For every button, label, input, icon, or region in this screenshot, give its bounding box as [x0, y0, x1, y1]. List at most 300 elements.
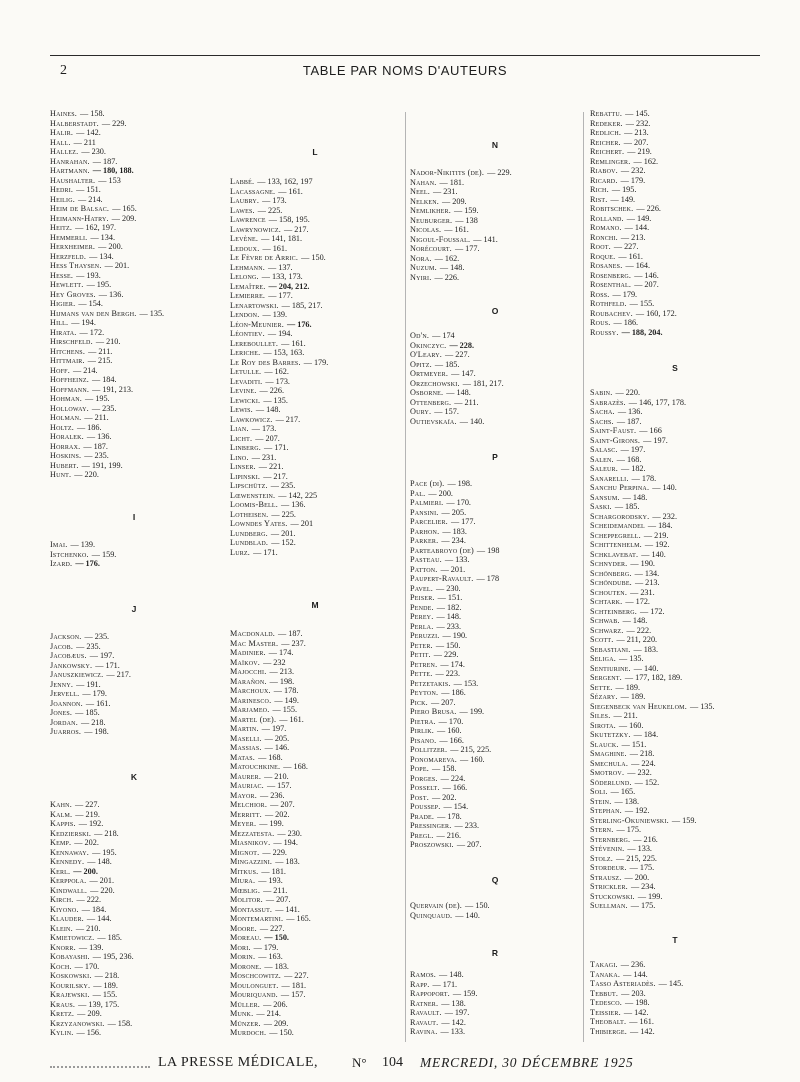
- index-entry: [590, 711, 638, 721]
- index-entry: [50, 1009, 102, 1019]
- author-name: Rebattu.: [590, 109, 623, 119]
- index-entry: [410, 206, 479, 216]
- author-name: Holtz.: [50, 422, 74, 432]
- page-references: — 165.: [286, 914, 311, 924]
- page-references: — 161.: [618, 251, 643, 261]
- page-references: — 175.: [629, 863, 655, 873]
- page-references: — 189.: [93, 980, 118, 990]
- page-references: — 230.: [436, 583, 461, 593]
- page-references: — 222.: [626, 625, 652, 635]
- author-name: Madinier.: [230, 648, 266, 658]
- author-name: Pavel.: [410, 583, 434, 593]
- author-name: Pasteau.: [410, 555, 442, 565]
- index-entry: [50, 867, 98, 877]
- author-name: Lipinski.: [230, 471, 261, 481]
- author-name: Hitchens.: [50, 346, 86, 356]
- author-name: Pietra.: [410, 716, 436, 726]
- author-name: Letulle.: [230, 367, 262, 377]
- author-name: Levine.: [230, 386, 257, 396]
- index-entry: [590, 261, 650, 271]
- index-entry: [590, 989, 646, 999]
- index-entry: [50, 233, 115, 243]
- page-references: — 147.: [451, 369, 476, 379]
- index-entry: [590, 588, 655, 598]
- page-references: — 232.: [620, 166, 646, 176]
- page-references: — 161.: [281, 338, 306, 348]
- page-references: — 148.: [439, 970, 464, 980]
- page-references: — 217.: [275, 414, 301, 424]
- author-name: Heim de Balsac.: [50, 204, 110, 214]
- author-name: O'Leary.: [410, 350, 443, 360]
- author-name: Pick.: [410, 697, 428, 707]
- page-references: — 198.: [84, 727, 109, 737]
- page-references: — 199.: [259, 819, 284, 829]
- author-name: Tedesco.: [590, 998, 622, 1008]
- footer-ornament: [50, 1066, 150, 1068]
- author-name: Salen.: [590, 454, 614, 464]
- index-entry: [410, 726, 462, 736]
- index-entry: [590, 204, 661, 214]
- page-references: — 218.: [80, 717, 106, 727]
- author-name: Strickler.: [590, 882, 628, 892]
- page-references: — 140.: [641, 549, 666, 559]
- index-entry: [50, 271, 101, 281]
- page-references: — 181.: [261, 866, 286, 876]
- index-entry: [50, 1019, 132, 1029]
- page-references: — 213.: [634, 578, 660, 588]
- index-entry: [50, 442, 108, 452]
- author-name: Pope.: [410, 764, 429, 774]
- author-name: Higier.: [50, 299, 76, 309]
- author-name: Rich.: [590, 185, 609, 195]
- page-references: — 172.: [625, 597, 650, 607]
- index-entry: [410, 187, 458, 197]
- author-name: Pollitzer.: [410, 745, 448, 755]
- page-references: — 197.: [444, 1008, 470, 1018]
- index-entry: [230, 914, 311, 924]
- author-name: Ravault.: [410, 1008, 442, 1018]
- page-references: — 197.: [620, 445, 646, 455]
- index-entry: [410, 197, 467, 207]
- index-entry: [50, 252, 114, 262]
- index-entry: [230, 234, 302, 244]
- index-entry: [230, 715, 304, 725]
- author-name: Hoffheinz.: [50, 375, 89, 385]
- author-name: Salasc.: [590, 445, 618, 455]
- author-name: Le Roy des Barres.: [230, 357, 301, 367]
- index-entry: [410, 669, 460, 679]
- index-entry: [50, 461, 123, 471]
- index-entry: [590, 318, 638, 328]
- author-name: Januszkiewicz.: [50, 670, 104, 680]
- author-name: Montassut.: [230, 904, 273, 914]
- index-entry: [50, 119, 126, 129]
- author-name: Mœblig.: [230, 885, 261, 895]
- author-name: Mauriac.: [230, 781, 264, 791]
- author-name: Opitz.: [410, 359, 432, 369]
- index-entry: [410, 989, 477, 999]
- author-name: Lemierre.: [230, 291, 266, 301]
- index-entry: [590, 157, 658, 167]
- author-name: Schnyder.: [590, 559, 628, 569]
- page-references: — 183.: [264, 961, 289, 971]
- page-references: — 198.: [269, 676, 295, 686]
- page-references: — 179.: [253, 942, 279, 952]
- index-entry: [410, 660, 465, 670]
- page-references: — 178.: [273, 686, 299, 696]
- index-entry: [50, 366, 98, 376]
- author-name: Moulonguet.: [230, 980, 279, 990]
- author-name: Lawes.: [230, 205, 255, 215]
- page-references: — 153.: [453, 678, 479, 688]
- author-name: Rosenthal.: [590, 280, 632, 290]
- author-name: Saleur.: [590, 464, 618, 474]
- page-references: — 205.: [441, 507, 467, 517]
- author-name: Riabov.: [590, 166, 618, 176]
- page-references: — 157.: [280, 990, 306, 1000]
- author-name: Rappoport.: [410, 989, 450, 999]
- page-references: — 135.: [139, 308, 165, 318]
- author-name: Patton.: [410, 564, 438, 574]
- index-entry: [230, 724, 286, 734]
- index-entry: [50, 933, 122, 943]
- page-references: — 222.: [76, 895, 102, 905]
- author-name: Moreau.: [230, 933, 262, 943]
- page-references: — 183.: [633, 644, 659, 654]
- author-name: Petren.: [410, 659, 438, 669]
- author-name: Reichert.: [590, 147, 625, 157]
- page-references: — 220.: [615, 388, 641, 398]
- author-name: Laubry.: [230, 196, 260, 206]
- author-name: Proszowski.: [410, 840, 454, 850]
- index-entry: [230, 648, 293, 658]
- author-name: Hall.: [50, 137, 71, 147]
- author-name: Okinczyc.: [410, 340, 447, 350]
- author-name: Léon-Meunier.: [230, 319, 284, 329]
- page-references: — 201.: [440, 564, 466, 574]
- index-entry: [50, 423, 102, 433]
- index-entry: [50, 810, 100, 820]
- page-references: — 231.: [432, 187, 458, 197]
- page-references: — 160.: [460, 754, 485, 764]
- author-name: Schwab.: [590, 616, 620, 626]
- author-name: Maurer.: [230, 771, 262, 781]
- index-entry: [410, 745, 491, 755]
- author-name: Saint-Faust.: [590, 426, 637, 436]
- author-name: Ortmeyer.: [410, 369, 449, 379]
- index-entry: [230, 981, 306, 991]
- page-references: — 201.: [270, 528, 296, 538]
- index-entry: [230, 838, 298, 848]
- author-name: Pressinger.: [410, 821, 452, 831]
- author-name: Sacha.: [590, 407, 615, 417]
- page-references: — 160, 172.: [635, 308, 677, 318]
- author-name: Ledoux.: [230, 243, 260, 253]
- index-entry: [590, 835, 658, 845]
- page-references: — 184.: [81, 904, 107, 914]
- index-entry: [590, 635, 657, 645]
- author-name: Mitkus.: [230, 866, 259, 876]
- page-references: — 151.: [621, 739, 647, 749]
- page-references: — 141, 181.: [261, 234, 303, 244]
- author-name: Rolland.: [590, 213, 624, 223]
- author-name: Sternberg.: [590, 834, 631, 844]
- page-references: — 140.: [633, 663, 659, 673]
- author-name: Post.: [410, 792, 429, 802]
- index-entry: [50, 195, 103, 205]
- index-entry: [230, 791, 285, 801]
- page-references: — 156.: [76, 1028, 102, 1038]
- page-references: — 185.: [614, 502, 640, 512]
- index-entry: [590, 702, 715, 712]
- author-name: Ottenberg.: [410, 397, 452, 407]
- index-entry: [590, 882, 656, 892]
- author-name: Stévenin.: [590, 844, 625, 854]
- author-name: Nuzum.: [410, 263, 437, 273]
- page-references: — 182.: [621, 464, 646, 474]
- index-entry: [590, 128, 649, 138]
- index-entry: [590, 233, 645, 243]
- page-references: — 166.: [442, 783, 468, 793]
- page-references: — 159.: [91, 549, 117, 559]
- index-entry: [50, 718, 106, 728]
- page-references: — 218.: [94, 971, 120, 981]
- page-references: — 195.: [86, 280, 112, 290]
- author-name: Lenartowski.: [230, 300, 279, 310]
- page-references: — 211.: [88, 346, 113, 356]
- index-entry: [590, 740, 646, 750]
- author-name: Ponomareva.: [410, 754, 458, 764]
- page-references: — 179.: [620, 175, 646, 185]
- page-references: — 148.: [87, 857, 112, 867]
- page-references: — 204, 212.: [268, 281, 310, 291]
- page-references: — 193.: [258, 876, 283, 886]
- page-references: — 142, 225: [278, 490, 318, 500]
- page-references: — 158.: [431, 764, 457, 774]
- page-references: — 215, 225.: [616, 853, 657, 863]
- index-entry: [590, 863, 654, 873]
- author-name: Hijmans van den Bergh.: [50, 308, 137, 318]
- page-references: — 178.: [631, 473, 657, 483]
- author-name: Mouriquand.: [230, 990, 278, 1000]
- page-references: — 155.: [92, 990, 118, 1000]
- index-entry: [590, 493, 647, 503]
- page-references: — 213.: [624, 128, 649, 138]
- page-references: — 148.: [439, 263, 465, 273]
- author-name: Kennedy.: [50, 857, 85, 867]
- index-entry: [590, 119, 650, 129]
- page-references: — 135.: [263, 395, 288, 405]
- page-references: — 232.: [625, 118, 651, 128]
- author-name: Tanaka.: [590, 969, 621, 979]
- page-references: — 191.: [76, 679, 101, 689]
- page-references: — 140.: [459, 416, 485, 426]
- author-name: Peyton.: [410, 688, 439, 698]
- author-name: Slauck.: [590, 739, 619, 749]
- index-entry: [590, 407, 642, 417]
- index-entry: [410, 831, 461, 841]
- index-entry: [590, 474, 656, 484]
- index-entry: [230, 519, 313, 529]
- author-name: Stern.: [590, 825, 614, 835]
- author-name: Maselli.: [230, 733, 262, 743]
- page-references: — 163.: [258, 952, 283, 962]
- author-name: Molitor.: [230, 895, 263, 905]
- index-entry: [590, 578, 660, 588]
- author-name: Kerppola.: [50, 876, 87, 886]
- index-entry: [50, 280, 111, 290]
- author-name: Hey Groves.: [50, 289, 96, 299]
- index-entry: [50, 138, 96, 148]
- author-name: Lemaître.: [230, 281, 266, 291]
- index-entry: [410, 812, 462, 822]
- footer-issue-label: N°: [352, 1055, 367, 1070]
- author-name: Redeker.: [590, 118, 623, 128]
- index-entry: [230, 291, 293, 301]
- author-name: Marjameo.: [230, 705, 270, 715]
- author-name: Scheidemandel: [590, 521, 645, 531]
- page-references: — 201.: [89, 876, 114, 886]
- page-references: — 207.: [456, 840, 482, 850]
- page-references: — 236.: [620, 960, 646, 970]
- author-name: Sterling-Okuniewski.: [590, 815, 669, 825]
- index-entry: [590, 683, 640, 693]
- page-references: — 220.: [74, 470, 99, 480]
- index-entry: [590, 626, 651, 636]
- page-references: — 177.: [268, 291, 293, 301]
- author-name: Mori.: [230, 942, 251, 952]
- author-name: Mignot.: [230, 847, 260, 857]
- author-name: Suellman.: [590, 901, 628, 911]
- author-name: Perla.: [410, 621, 434, 631]
- index-entry: [50, 451, 109, 461]
- index-entry: [230, 943, 278, 953]
- index-entry: [230, 196, 287, 206]
- index-entry: [410, 360, 459, 370]
- page-references: — 165.: [112, 204, 137, 214]
- page-references: — 187.: [616, 416, 642, 426]
- index-entry: [590, 816, 696, 826]
- index-entry: [230, 971, 309, 981]
- page-references: — 161.: [262, 243, 288, 253]
- index-entry: [590, 960, 645, 970]
- page-references: — 155.: [629, 299, 655, 309]
- author-name: Krajewski.: [50, 990, 90, 1000]
- page-references: — 148.: [622, 492, 648, 502]
- index-entry: [590, 797, 639, 807]
- index-entry: [230, 781, 292, 791]
- author-name: Roque.: [590, 251, 616, 261]
- author-name: Kirch.: [50, 895, 74, 905]
- index-entry: [410, 379, 504, 389]
- index-entry: [410, 698, 456, 708]
- index-entry: [410, 527, 467, 537]
- page-references: — 200.: [98, 242, 123, 252]
- section-letter: J: [131, 604, 137, 614]
- index-entry: [50, 166, 134, 176]
- page-references: — 235.: [84, 451, 109, 461]
- index-entry: [410, 688, 466, 698]
- index-entry: [50, 385, 133, 395]
- author-name: Saint-Girons.: [590, 435, 641, 445]
- page-references: — 142.: [441, 1017, 466, 1027]
- author-name: Krzyzanowski.: [50, 1018, 105, 1028]
- index-entry: [590, 1017, 654, 1027]
- index-entry: [230, 743, 289, 753]
- page-references: — 206.: [263, 999, 288, 1009]
- author-name: Nicolas.: [410, 225, 442, 235]
- index-entry: [410, 398, 479, 408]
- author-name: Knorr.: [50, 942, 76, 952]
- index-entry: [230, 377, 290, 387]
- index-entry: [410, 802, 468, 812]
- index-entry: [230, 301, 323, 311]
- author-name: Schwarz.: [590, 625, 624, 635]
- index-entry: [590, 550, 666, 560]
- index-entry: [410, 263, 464, 273]
- index-entry: [230, 320, 312, 330]
- page-references: — 144.: [623, 969, 648, 979]
- author-name: Kalm.: [50, 809, 73, 819]
- index-entry: [410, 755, 485, 765]
- footer-journal-name: LA PRESSE MÉDICALE,: [158, 1055, 319, 1070]
- page-references: — 198.: [624, 998, 650, 1008]
- index-entry: [410, 717, 463, 727]
- index-entry: [410, 622, 461, 632]
- page-references: — 219.: [643, 530, 669, 540]
- page-references: — 152.: [634, 777, 660, 787]
- author-name: Kahn.: [50, 800, 72, 810]
- index-entry: [410, 417, 484, 427]
- index-entry: [230, 705, 297, 715]
- page-references: — 175.: [630, 901, 656, 911]
- index-entry: [50, 924, 100, 934]
- index-entry: [230, 434, 280, 444]
- author-name: Klauder.: [50, 914, 84, 924]
- page-references: — 228.: [449, 340, 474, 350]
- author-name: Imai.: [50, 540, 68, 550]
- page-references: — 161.: [278, 186, 303, 196]
- author-name: Lurz.: [230, 547, 251, 557]
- author-name: Soli.: [590, 787, 608, 797]
- page-references: — 133.: [440, 1027, 466, 1037]
- author-name: Sentiurine.: [590, 663, 631, 673]
- page-references: — 144.: [86, 914, 112, 924]
- index-entry: [590, 109, 650, 119]
- author-name: Neuburger.: [410, 215, 453, 225]
- index-entry: [590, 176, 645, 186]
- index-entry: [230, 886, 287, 896]
- index-entry: [50, 176, 121, 186]
- index-entry: [410, 216, 478, 226]
- author-name: Hedri.: [50, 185, 74, 195]
- page-references: — 198.: [447, 479, 472, 489]
- author-name: Quervain (de).: [410, 901, 463, 911]
- index-entry: [230, 348, 304, 358]
- author-name: Lelong.: [230, 272, 259, 282]
- page-references: — 199.: [459, 707, 485, 717]
- index-entry: [50, 404, 116, 414]
- page-references: — 140.: [652, 483, 677, 493]
- index-entry: [410, 331, 455, 341]
- page-references: — 186.: [613, 318, 639, 328]
- page-references: — 171.: [253, 547, 278, 557]
- page-number: 2: [60, 63, 67, 78]
- index-entry: [230, 253, 326, 263]
- author-name: Quinquaud.: [410, 910, 453, 920]
- author-name: Koch.: [50, 961, 72, 971]
- index-entry: [230, 491, 317, 501]
